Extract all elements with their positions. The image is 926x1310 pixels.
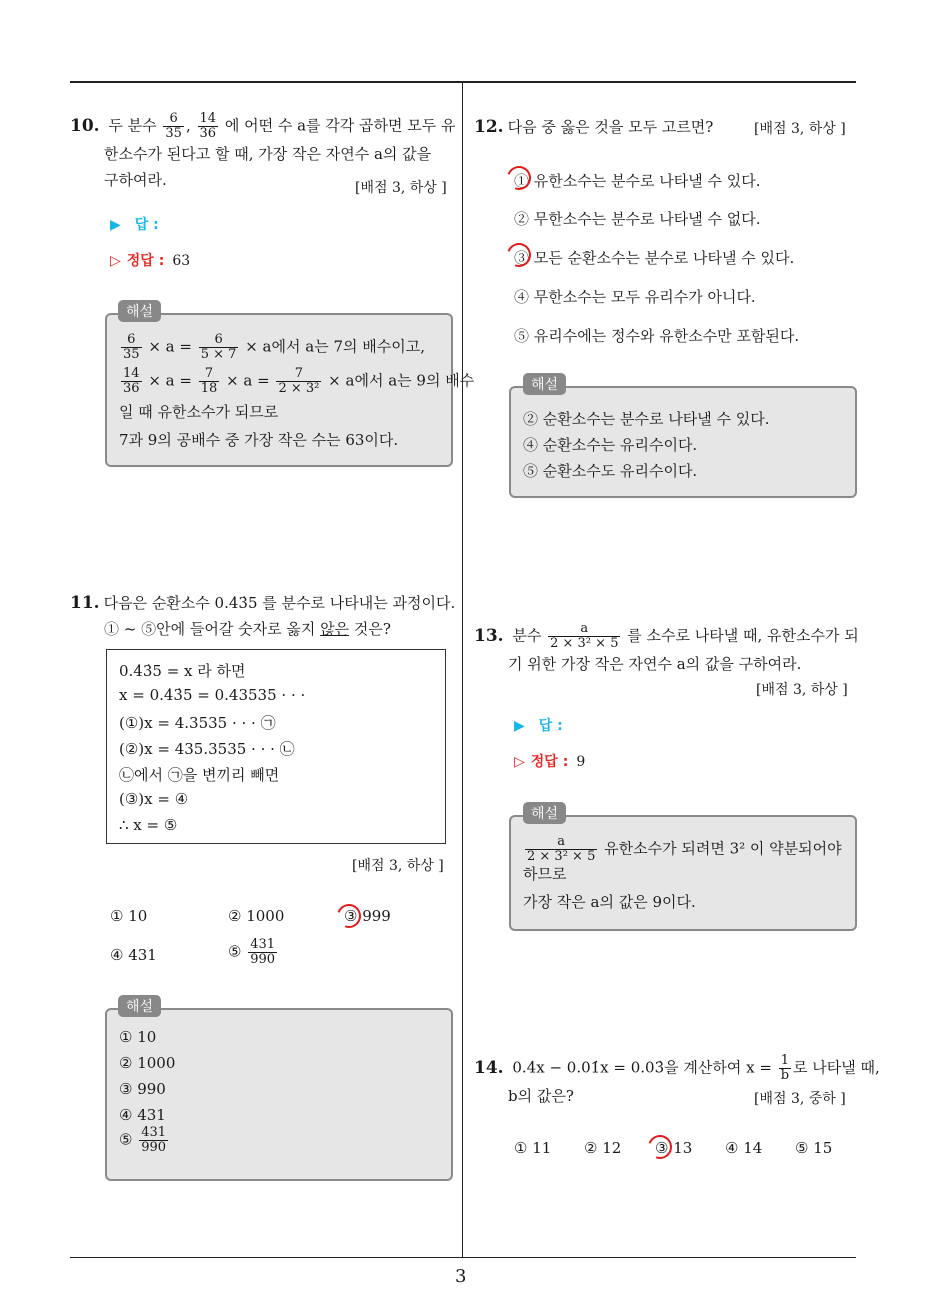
question-11: 11. 다음은 순환소수 0.4̇3̇5 를 분수로 나타내는 과정이다. ① ~ ⑤안에 들어갈 숫자로 옳지 않은 것은? [70,593,456,638]
option-1[interactable]: ① 유한소수는 분수로 나타낼 수 있다. [514,172,761,190]
score-label: [배점 3, 하상 ] [352,858,444,874]
question-text: 에 어떤 수 a를 각각 곱하면 모두 유 [224,116,456,135]
answer-mark [333,900,365,932]
option-4[interactable]: ④ 431 [110,946,157,964]
question-number: 14. [474,1057,504,1078]
option-1[interactable]: ① 11 [514,1139,552,1157]
question-text: b의 값은? [508,1087,574,1105]
option-4[interactable]: ④ 무한소수는 모두 유리수가 아니다. [514,288,756,306]
explanation-tag: 해설 [118,995,161,1017]
question-text: 다음 중 옳은 것을 모두 고르면? [507,118,714,136]
question-number: 13. [474,625,504,646]
explanation-tag: 해설 [523,373,566,395]
bottom-rule [70,1257,856,1258]
explanation-box: $\frac{6}{35}$ × a = $\frac{6}{5 \times 7}$ × a에서 a는 7의 배수이고, $\frac{14}{36}$ × a = $\frac{7}{18}$ × a = $\frac{7}{\text{2 × 3²}}$ × a에서 a는 9의 배수 일 때 유한소수가 되므로 7과 9의 공배수 중 가장 작은 수는 63이다. [105,313,453,467]
question-text: 기 위한 가장 작은 자연수 a의 값을 구하여라. [508,655,802,673]
question-text: 구하여라. [104,171,167,189]
option-3[interactable]: ③ 13 [655,1139,693,1157]
question-number: 11. [70,593,100,613]
play-outline-icon: ▷ [514,754,525,770]
answer-row: ▶ 답 : [110,217,159,233]
score-label: [배점 3, 하상 ] [756,682,848,698]
question-number: 10. [70,115,100,136]
score-label: [배점 3, 중하 ] [754,1091,846,1107]
option-2[interactable]: ② 12 [584,1139,622,1157]
option-2[interactable]: ② 무한소수는 분수로 나타낼 수 없다. [514,210,761,228]
question-13: 13. 분수 $\frac{a}{\text{2 × 3² × 5}}$ 를 소수로 나타낼 때, 유한소수가 되 기 위한 가장 작은 자연수 a의 값을 구하여라. [474,622,859,677]
score-label: [배점 3, 하상 ] [754,121,846,137]
explanation-box: $\frac{a}{\text{2 × 3² × 5}}$ 유한소수가 되려면 3² 이 약분되어야 하므로 가장 작은 a의 값은 9이다. [509,815,857,931]
fraction: $\frac{14}{36}$ [199,111,217,141]
question-text: 두 분수 [108,116,157,135]
option-4[interactable]: ④ 14 [725,1139,763,1157]
play-icon: ▶ [110,217,121,233]
fraction: $\frac{6}{35}$ [165,111,182,141]
question-14: 14. 0.4̇x − 0.01̇x = 0.03̇을 계산하여 x = $\frac{1}{b}$ 로 나타낼 때, b의 값은? [474,1054,859,1109]
process-box: 0.4̇3̇5 = x 라 하면 x = 0.4̇3̇5 = 0.43535 · · · (①)x = 4.3535 · · · ㉠ (②)x = 435.3535 · · · ㉡ ㉡에서 ㉠을 변끼리 빼면 (③)x = ④ ∴ x = ⑤ [106,649,446,844]
page-number: 3 [455,1266,467,1287]
question-text: 다음은 순환소수 0.4̇3̇5 를 분수로 나타내는 과정이다. [103,594,456,612]
top-rule [70,81,856,83]
option-5[interactable]: ⑤ 유리수에는 정수와 유한소수만 포함된다. [514,327,800,345]
option-3[interactable]: ③ 모든 순환소수는 분수로 나타낼 수 있다. [514,249,795,267]
option-1[interactable]: ① 10 [110,907,148,925]
option-5[interactable]: ⑤ $\frac{431}{990}$ [228,937,276,967]
question-10: 10. 두 분수 $\frac{6}{35}$ , $\frac{14}{36}$ 에 어떤 수 a를 각각 곱하면 모두 유 한소수가 된다고 할 때, 가장 작은 자연수 a의 값을 구하여라. [70,112,460,193]
question-text: 한소수가 된다고 할 때, 가장 작은 자연수 a의 값을 [104,145,432,163]
correct-answer-row: ▷ 정답 : 63 [110,253,191,269]
column-divider [462,83,463,1258]
explanation-box: ② 순환소수는 분수로 나타낼 수 있다. ④ 순환소수는 유리수이다. ⑤ 순환소수도 유리수이다. [509,386,857,498]
option-3[interactable]: ③ 999 [344,907,391,925]
option-5[interactable]: ⑤ 15 [795,1139,833,1157]
play-icon: ▶ [514,718,525,734]
question-number: 12. [474,117,504,137]
explanation-tag: 해설 [118,300,161,322]
option-2[interactable]: ② 1000 [228,907,285,925]
answer-row: ▶ 답 : [514,718,563,734]
answer-mark [644,1131,676,1163]
explanation-box: ① 10 ② 1000 ③ 990 ④ 431 ⑤ $\frac{431}{990}$ [105,1008,453,1181]
score-label: [배점 3, 하상 ] [355,180,447,196]
explanation-tag: 해설 [523,802,566,824]
correct-answer-row: ▷ 정답 : 9 [514,754,586,770]
play-outline-icon: ▷ [110,253,121,269]
